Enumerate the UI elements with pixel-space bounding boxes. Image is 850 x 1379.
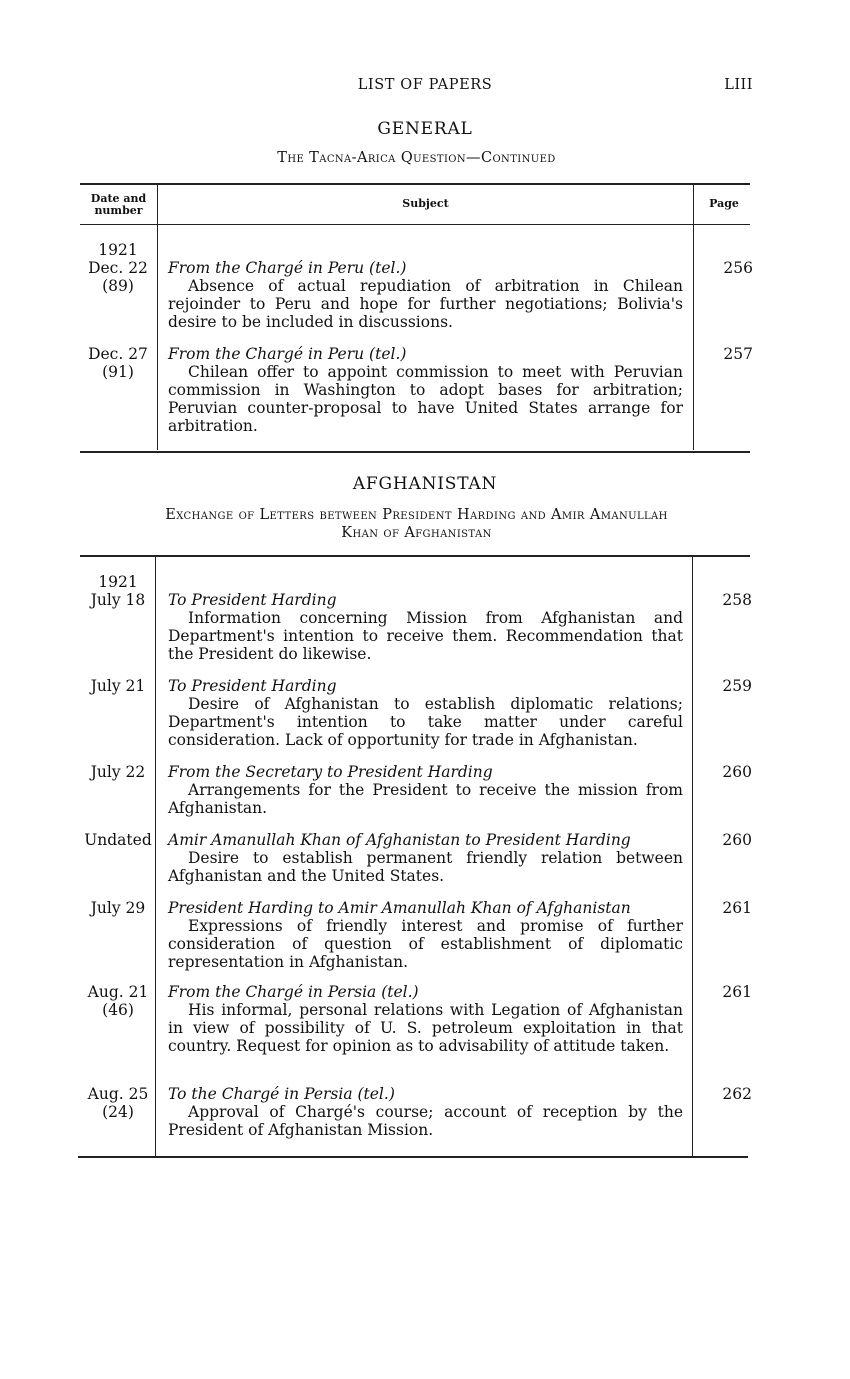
date-day: Aug. 25 — [87, 1085, 149, 1103]
document-summary: Arrangements for the President to receive the mission from Afghanistan. — [168, 781, 683, 817]
table-top-rule — [80, 555, 750, 557]
table-row-subject — [168, 591, 683, 663]
column-divider — [155, 556, 156, 1156]
subheading-line: Exchange of Letters between President Harding and Amir Amanullah — [165, 507, 668, 523]
document-heading: From the Chargé in Persia (tel.) — [168, 983, 419, 1001]
page-reference: 260 — [722, 763, 752, 781]
column-header-subject: Subject — [402, 197, 449, 210]
table-row-date — [78, 241, 158, 295]
date-day: July 29 — [90, 899, 146, 917]
column-header-page: Page — [709, 197, 739, 210]
date-number: (91) — [102, 363, 134, 381]
table-row-date — [78, 1085, 158, 1121]
table-row-date — [78, 677, 158, 695]
date-number: (89) — [102, 277, 134, 295]
document-heading: To President Harding — [168, 677, 337, 695]
document-heading: President Harding to Amir Amanullah Khan of Afghanistan — [168, 899, 631, 917]
table-row-subject — [168, 677, 683, 749]
table-row-subject — [168, 831, 683, 885]
document-heading: From the Chargé in Peru (tel.) — [168, 345, 407, 363]
page-reference: 260 — [722, 831, 752, 849]
date-year: 1921 — [98, 573, 138, 591]
table-row-subject — [168, 1085, 683, 1139]
column-header-date: Date and number — [90, 192, 147, 217]
document-summary: Expressions of friendly interest and promise of further consideration of question of establishment of diplomatic representation in Afghanistan. — [168, 917, 683, 971]
date-day: Aug. 21 — [87, 983, 149, 1001]
table-top-rule — [80, 183, 750, 185]
subheading-tacna-arica: The Tacna-Arica Question—Continued — [277, 150, 556, 166]
page-reference: 261 — [722, 899, 752, 917]
page-number: LIII — [724, 77, 753, 93]
document-summary: His informal, personal relations with Legation of Afghanistan in view of possibility of U. S. petroleum exploitation in that country. Request for opinion as to advisability of attitude taken. — [168, 1001, 683, 1055]
table-row-subject — [168, 345, 683, 435]
subheading-line: Khan of Afghanistan — [341, 525, 492, 541]
document-summary: Chilean offer to appoint commission to meet with Peruvian commission in Washington to adopt bases for arbitration; Peruvian counter-proposal to have United States arrange for arbitration. — [168, 363, 683, 435]
document-heading: To the Chargé in Persia (tel.) — [168, 1085, 395, 1103]
section-heading-general: GENERAL — [377, 119, 473, 139]
page-reference: 259 — [722, 677, 752, 695]
page-reference: 256 — [723, 259, 753, 277]
document-summary: Information concerning Mission from Afghanistan and Department's intention to receive them. Recommendation that the President do likewise. — [168, 609, 683, 663]
document-summary: Desire of Afghanistan to establish diplomatic relations; Department's intention to take matter under careful consideration. Lack of opportunity for trade in Afghanistan. — [168, 695, 683, 749]
section-heading-afghanistan: AFGHANISTAN — [352, 474, 498, 494]
page-reference: 257 — [723, 345, 753, 363]
table-row-date — [78, 899, 158, 917]
date-number: (46) — [102, 1001, 134, 1019]
table-row-subject — [168, 899, 683, 971]
table-row-date — [78, 345, 158, 381]
subheading-exchange-of-letters — [80, 506, 753, 542]
date-undated: Undated — [84, 831, 152, 849]
table-row-date — [78, 763, 158, 781]
table-row-date — [78, 831, 158, 849]
date-day: July 22 — [90, 763, 146, 781]
table-row-date — [78, 983, 158, 1019]
date-number: (24) — [102, 1103, 134, 1121]
table-row-subject — [168, 763, 683, 817]
table-row-date — [78, 573, 158, 609]
table-row-subject — [168, 983, 683, 1055]
document-summary: Approval of Chargé's course; account of reception by the President of Afghanistan Mission. — [168, 1103, 683, 1139]
page-reference: 261 — [722, 983, 752, 1001]
date-day: Dec. 22 — [88, 259, 148, 277]
document-heading: From the Chargé in Peru (tel.) — [168, 259, 407, 277]
document-heading: To President Harding — [168, 591, 337, 609]
date-day: Dec. 27 — [88, 345, 148, 363]
table-header-rule — [80, 224, 750, 225]
table-bottom-rule — [78, 1156, 748, 1158]
document-heading: From the Secretary to President Harding — [168, 763, 493, 781]
date-year: 1921 — [98, 241, 138, 259]
date-day: July 18 — [90, 591, 146, 609]
table-bottom-rule — [80, 451, 750, 453]
date-day: July 21 — [90, 677, 146, 695]
page-reference: 262 — [722, 1085, 752, 1103]
column-divider — [692, 556, 693, 1156]
document-heading: Amir Amanullah Khan of Afghanistan to President Harding — [168, 831, 631, 849]
running-title: LIST OF PAPERS — [357, 77, 493, 93]
column-divider — [693, 184, 694, 450]
column-divider — [157, 184, 158, 450]
page-reference: 258 — [722, 591, 752, 609]
table-row-subject — [168, 259, 683, 331]
document-summary: Absence of actual repudiation of arbitration in Chilean rejoinder to Peru and hope for further negotiations; Bolivia's desire to be included in discussions. — [168, 277, 683, 331]
document-summary: Desire to establish permanent friendly relation between Afghanistan and the United States. — [168, 849, 683, 885]
